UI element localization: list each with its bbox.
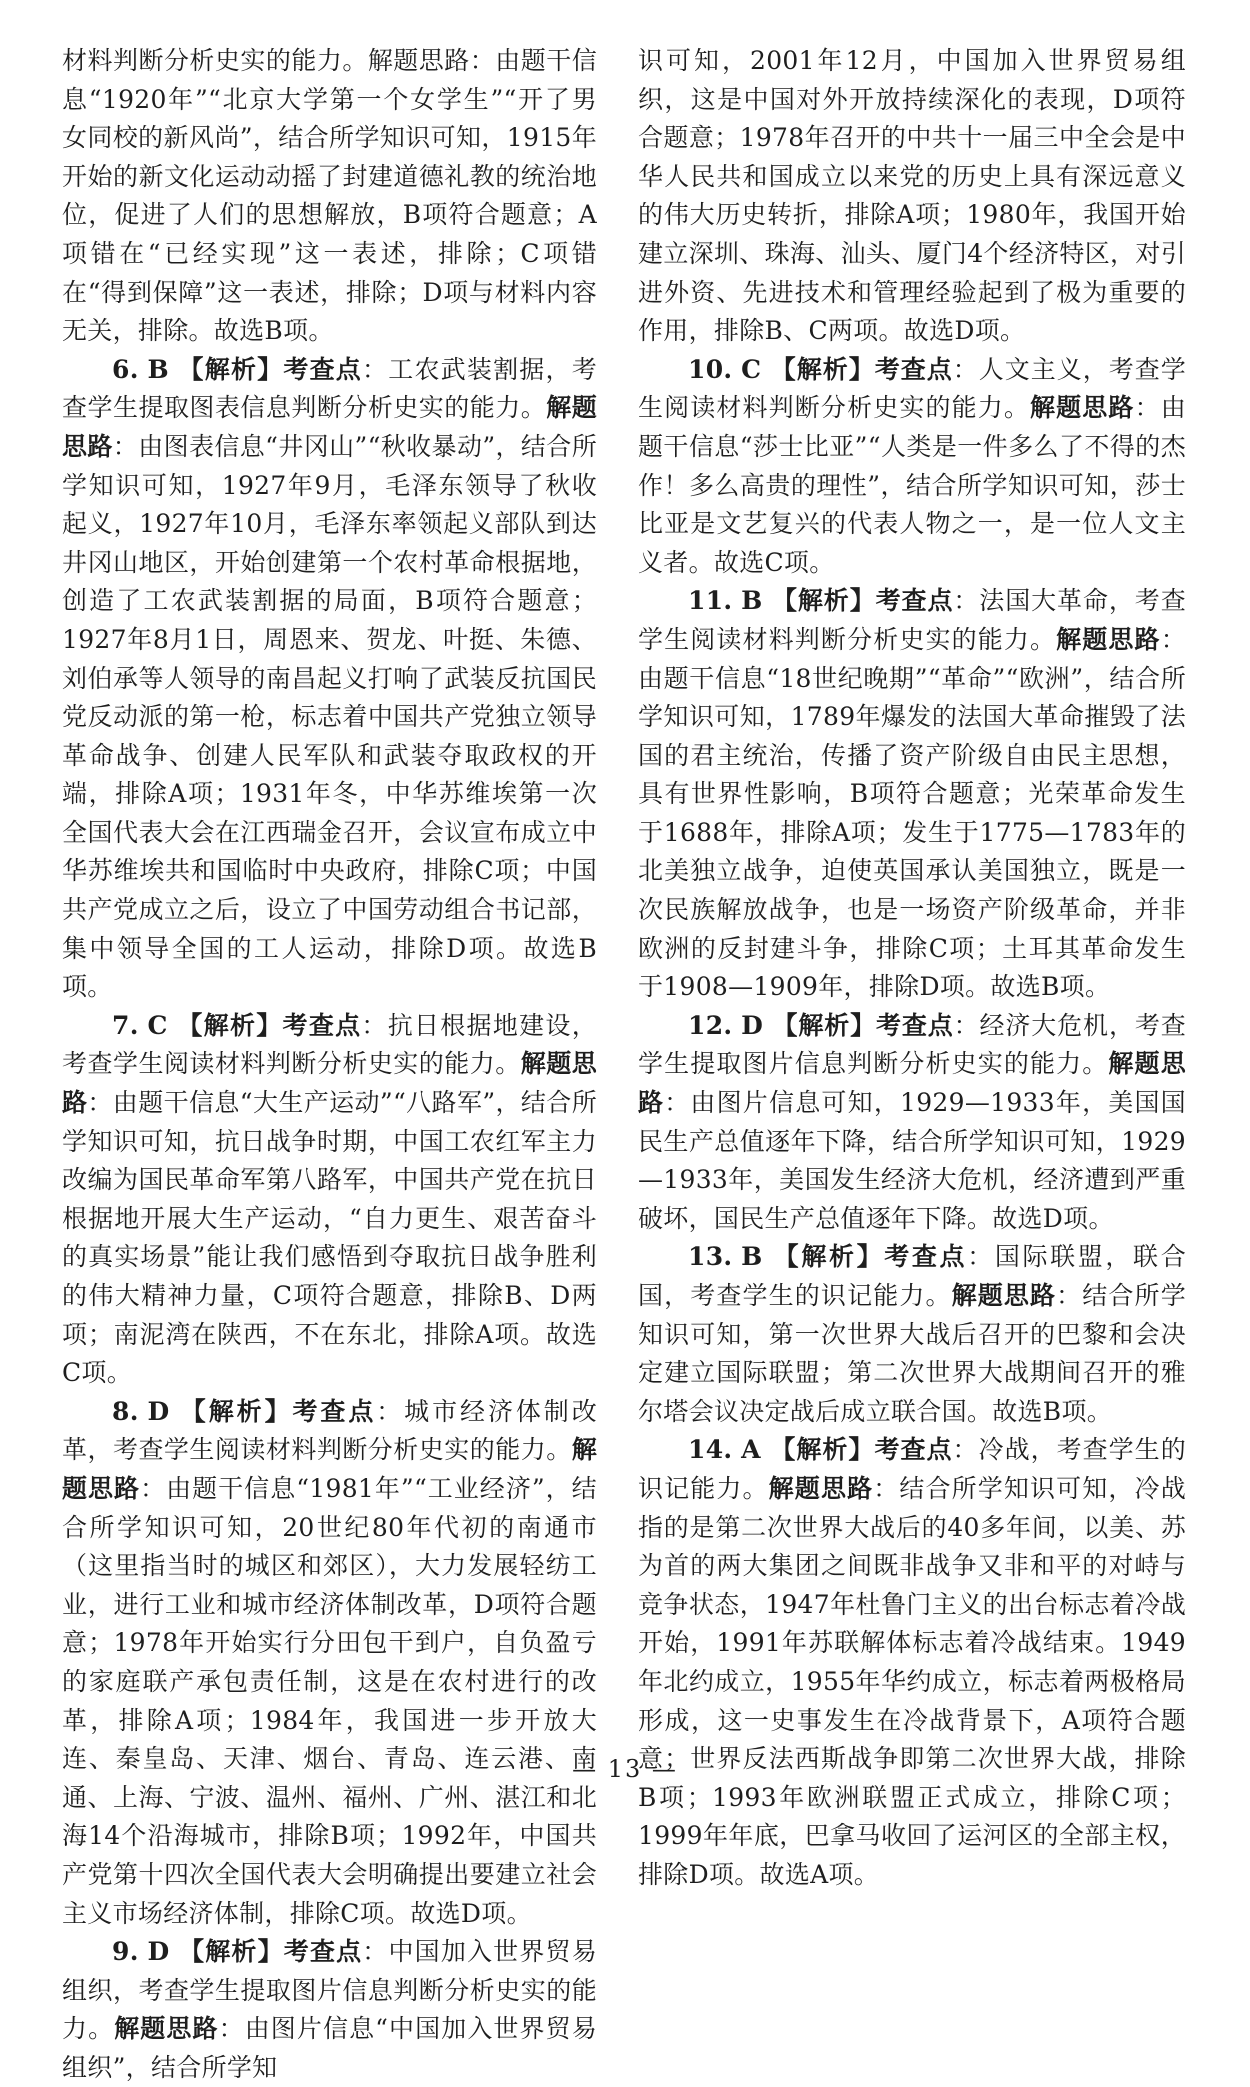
analysis-tag: 【解析】 [177,354,284,384]
solution-text: ：由图片信息“中国加入世界贸易组织”，结合所学知 [62,2014,597,2082]
key-point-text: ：法国大革命，考查学生阅读材料判断分析史实的能力。 [638,586,1186,654]
analysis-tag: 【解析】 [771,1242,885,1272]
key-point-label: 考查点 [874,354,953,384]
key-point-label: 考查点 [884,1242,968,1272]
answer-letter: D [741,1010,764,1040]
key-point-text: ：抗日根据地建设，考查学生阅读材料判断分析史实的能力。 [62,1010,597,1079]
answer-item-10 [638,351,1186,583]
answer-letter: D [147,1396,170,1426]
key-point-text: ：人文主义，考查学生阅读材料判断分析史实的能力。 [638,354,1187,423]
answer-item-12 [638,1007,1186,1239]
analysis-tag: 【解析】 [176,1010,283,1040]
answer-item-13 [638,1238,1186,1431]
key-point-text: ：中国加入世界贸易组织，考查学生提取图片信息判断分析史实的能力。 [62,1937,597,2044]
question-number: 10. [688,354,733,384]
answer-item-6 [62,351,597,1007]
page-number: — 13 — [572,1755,678,1783]
answer-item-11 [638,582,1186,1007]
solution-label: 解题思路 [1030,393,1135,423]
solution-text: ：由图片信息可知，1929—1933年，美国国民生产总值逐年下降，结合所学知识可知，1929—1933年，美国发生经济大危机，经济遭到严重破坏，国民生产总值逐年下降。故选D项。 [638,1088,1186,1233]
right-column [638,42,1186,1895]
answer-letter: B [147,354,169,384]
analysis-tag: 【解析】 [178,1396,293,1426]
solution-text: ：由题干信息“莎士比亚”“人类是一件多么了不得的杰作！多么高贵的理性”，结合所学知识可知，莎士比亚是文艺复兴的代表人物之一，是一位人文主义者。故选C项。 [638,393,1186,577]
key-point-label: 考查点 [875,586,954,616]
key-point-label: 考查点 [292,1396,377,1426]
answer-item-14 [638,1431,1186,1894]
solution-label: 解题思路 [768,1473,874,1503]
key-point-text: ：城市经济体制改革，考查学生阅读材料判断分析史实的能力。 [62,1396,598,1465]
key-point-label: 考查点 [283,354,363,384]
answer-letter: A [741,1435,761,1465]
answer-letter: B [741,1242,763,1272]
analysis-tag: 【解析】 [771,586,876,616]
solution-text: ：由题干信息“大生产运动”“八路军”，结合所学知识可知，抗日战争时期，中国工农红军主力改编为国民革命军第八路军，中国共产党在抗日根据地开展大生产运动，“自力更生、艰苦奋斗的真实场景”能让我们感悟到夺取抗日战争胜利的伟大精神力量，C项符合题意，排除B、D两项；南泥湾在陕西，不在东北，排除A项。故选C项。 [62,1088,597,1388]
solution-label: 解题思路 [62,393,598,461]
analysis-tag: 【解析】 [770,354,875,384]
answer-letter: C [741,354,762,384]
key-point-label: 考查点 [874,1435,953,1465]
solution-text: ：结合所学知识可知，第一次世界大战后召开的巴黎和会决定建立国际联盟；第二次世界大战期间召开的雅尔塔会议决定战后成立联合国。故选B项。 [638,1281,1186,1426]
question-number: 14. [688,1435,733,1465]
analysis-tag: 【解析】 [178,1937,284,1967]
question-number: 11. [688,586,733,616]
solution-text: ：由题干信息“18世纪晚期”“革命”“欧洲”，结合所学知识可知，1789年爆发的法国大革命摧毁了法国的君主统治，传播了资产阶级自由民主思想，具有世界性影响，B项符合题意；光荣革命发生于1688年，排除A项；发生于1775—1783年的北美独立战争，迫使英国承认美国独立，既是一次民族解放战争，也是一场资产阶级革命，并非欧洲的反封建斗争，排除C项；土耳其革命发生于1908—1909年，排除D项。故选B项。 [638,624,1186,1002]
solution-label: 解题思路 [62,1435,597,1503]
question-number: 8. [112,1396,139,1426]
solution-label: 解题思路 [638,1049,1186,1118]
key-point-text: ：工农武装割据，考查学生提取图表信息判断分析史实的能力。 [62,354,598,423]
question-number: 7. [112,1010,139,1040]
answer-letter: C [147,1010,168,1040]
answer-item-9 [62,1933,597,2087]
answer-letter: D [147,1937,170,1967]
answer-item-7 [62,1007,597,1393]
question-number: 9. [112,1937,139,1967]
question-number: 6. [112,354,139,384]
key-point-label: 考查点 [282,1010,362,1040]
solution-label: 解题思路 [114,2014,219,2044]
answer-item-8 [62,1393,597,1933]
solution-label: 解题思路 [62,1049,598,1118]
key-point-text: ：国际联盟，联合国，考查学生的识记能力。 [638,1242,1187,1310]
key-point-label: 考查点 [283,1937,363,1967]
question-number: 13. [688,1242,733,1272]
analysis-tag: 【解析】 [771,1010,876,1040]
analysis-tag: 【解析】 [769,1435,875,1465]
solution-text: ：由题干信息“1981年”“工业经济”，结合所学知识可知，20世纪80年代初的南通市（这里指当时的城区和郊区），大力发展轻纺工业，进行工业和城市经济体制改革，D项符合题意；1978年开始实行分田包干到户，自负盈亏的家庭联产承包责任制，这是在农村进行的改革，排除A项；1984年，我国进一步开放大连、秦皇岛、天津、烟台、青岛、连云港、南通、上海、宁波、温州、福州、广州、湛江和北海14个沿海城市，排除B项；1992年，中国共产党第十四次全国代表大会明确提出要建立社会主义市场经济体制，排除C项。故选D项。 [62,1473,597,1928]
q5-continuation: 材料判断分析史实的能力。解题思路：由题干信息“1920年”“北京大学第一个女学生”“开了男女同校的新风尚”，结合所学知识可知，1915年开始的新文化运动动摇了封建道德礼教的统治地位，促进了人们的思想解放，B项符合题意；A项错在“已经实现”这一表述，排除；C项错在“得到保障”这一表述，排除；D项与材料内容无关，排除。故选B项。 [62,46,597,346]
question-number: 12. [688,1010,733,1040]
q9-continuation: 识可知，2001年12月，中国加入世界贸易组织，这是中国对外开放持续深化的表现，D项符合题意；1978年召开的中共十一届三中全会是中华人民共和国成立以来党的历史上具有深远意义的伟大历史转折，排除A项；1980年，我国开始建立深圳、珠海、汕头、厦门4个经济特区，对引进外资、先进技术和管理经验起到了极为重要的作用，排除B、C两项。故选D项。 [638,46,1186,346]
answer-letter: B [741,586,763,616]
key-point-label: 考查点 [876,1010,954,1040]
solution-text: ：结合所学知识可知，冷战指的是第二次世界大战后的40多年间，以美、苏为首的两大集团之间既非战争又非和平的对峙与竞争状态，1947年杜鲁门主义的出台标志着冷战开始，1991年苏联解体标志着冷战结束。1949年北约成立，1955年华约成立，标志着两极格局形成，这一史事发生在冷战背景下，A项符合题意；世界反法西斯战争即第二次世界大战，排除B项；1993年欧洲联盟正式成立，排除C项；1999年年底，巴拿马收回了运河区的全部主权，排除D项。故选A项。 [638,1473,1186,1889]
key-point-text: ：冷战，考查学生的识记能力。 [638,1435,1187,1503]
solution-label: 解题思路 [951,1281,1057,1310]
solution-text: ：由图表信息“井冈山”“秋收暴动”，结合所学知识可知，1927年9月，毛泽东领导了秋收起义，1927年10月，毛泽东率领起义部队到达井冈山地区，开始创建第一个农村革命根据地，创造了工农武装割据的局面，B项符合题意；1927年8月1日，周恩来、贺龙、叶挺、朱德、刘伯承等人领导的南昌起义打响了武装反抗国民党反动派的第一枪，标志着中国共产党独立领导革命战争、创建人民军队和武装夺取政权的开端，排除A项；1931年冬，中华苏维埃第一次全国代表大会在江西瑞金召开，会议宣布成立中华苏维埃共和国临时中央政府，排除C项；中国共产党成立之后，设立了中国劳动组合书记部，集中领导全国的工人运动，排除D项。故选B项。 [62,431,597,1002]
key-point-text: ：经济大危机，考查学生提取图片信息判断分析史实的能力。 [638,1010,1187,1079]
solution-label: 解题思路 [1056,624,1161,654]
